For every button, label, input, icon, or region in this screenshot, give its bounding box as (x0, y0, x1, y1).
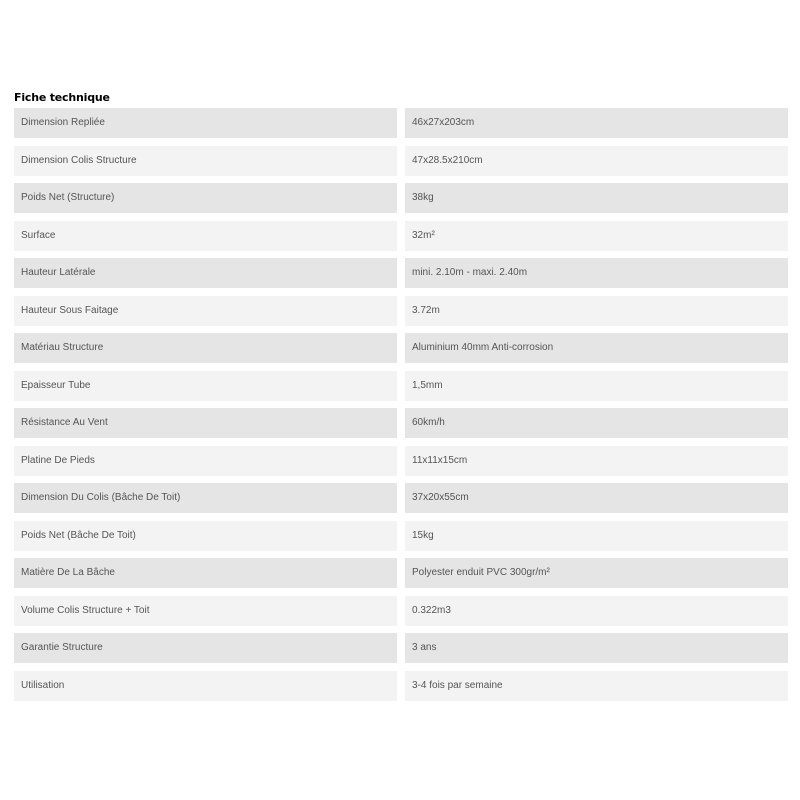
spec-label: Platine De Pieds (14, 446, 397, 476)
spec-row (14, 258, 788, 288)
spec-label: Dimension Colis Structure (14, 146, 397, 176)
spec-label: Hauteur Latérale (14, 258, 397, 288)
spec-row (14, 108, 788, 138)
spec-value: 32m² (405, 221, 788, 251)
spec-row (14, 521, 788, 551)
spec-value: 0.322m3 (405, 596, 788, 626)
spec-row (14, 371, 788, 401)
section-title: Fiche technique (14, 91, 110, 104)
spec-label: Utilisation (14, 671, 397, 701)
spec-label: Poids Net (Bâche De Toit) (14, 521, 397, 551)
spec-label: Dimension Du Colis (Bâche De Toit) (14, 483, 397, 513)
spec-label: Résistance Au Vent (14, 408, 397, 438)
spec-label: Dimension Repliée (14, 108, 397, 138)
spec-row (14, 446, 788, 476)
spec-value: Aluminium 40mm Anti-corrosion (405, 333, 788, 363)
spec-row (14, 333, 788, 363)
spec-label: Matériau Structure (14, 333, 397, 363)
spec-row (14, 408, 788, 438)
spec-row (14, 671, 788, 701)
spec-value: 3 ans (405, 633, 788, 663)
spec-value: 1,5mm (405, 371, 788, 401)
spec-row (14, 596, 788, 626)
spec-row (14, 146, 788, 176)
spec-value: 46x27x203cm (405, 108, 788, 138)
spec-label: Matière De La Bâche (14, 558, 397, 588)
spec-table (14, 108, 788, 701)
tech-specs-section (14, 89, 788, 708)
spec-value: 38kg (405, 183, 788, 213)
spec-label: Surface (14, 221, 397, 251)
spec-value: 11x11x15cm (405, 446, 788, 476)
spec-label: Volume Colis Structure + Toit (14, 596, 397, 626)
spec-value: mini. 2.10m - maxi. 2.40m (405, 258, 788, 288)
spec-label: Hauteur Sous Faitage (14, 296, 397, 326)
spec-value: 60km/h (405, 408, 788, 438)
spec-row (14, 633, 788, 663)
spec-row (14, 183, 788, 213)
spec-row (14, 296, 788, 326)
spec-label: Epaisseur Tube (14, 371, 397, 401)
spec-value: Polyester enduit PVC 300gr/m² (405, 558, 788, 588)
spec-row (14, 221, 788, 251)
spec-value: 3.72m (405, 296, 788, 326)
spec-label: Poids Net (Structure) (14, 183, 397, 213)
spec-row (14, 558, 788, 588)
spec-row (14, 483, 788, 513)
spec-value: 47x28.5x210cm (405, 146, 788, 176)
spec-value: 3-4 fois par semaine (405, 671, 788, 701)
spec-value: 15kg (405, 521, 788, 551)
spec-label: Garantie Structure (14, 633, 397, 663)
spec-value: 37x20x55cm (405, 483, 788, 513)
